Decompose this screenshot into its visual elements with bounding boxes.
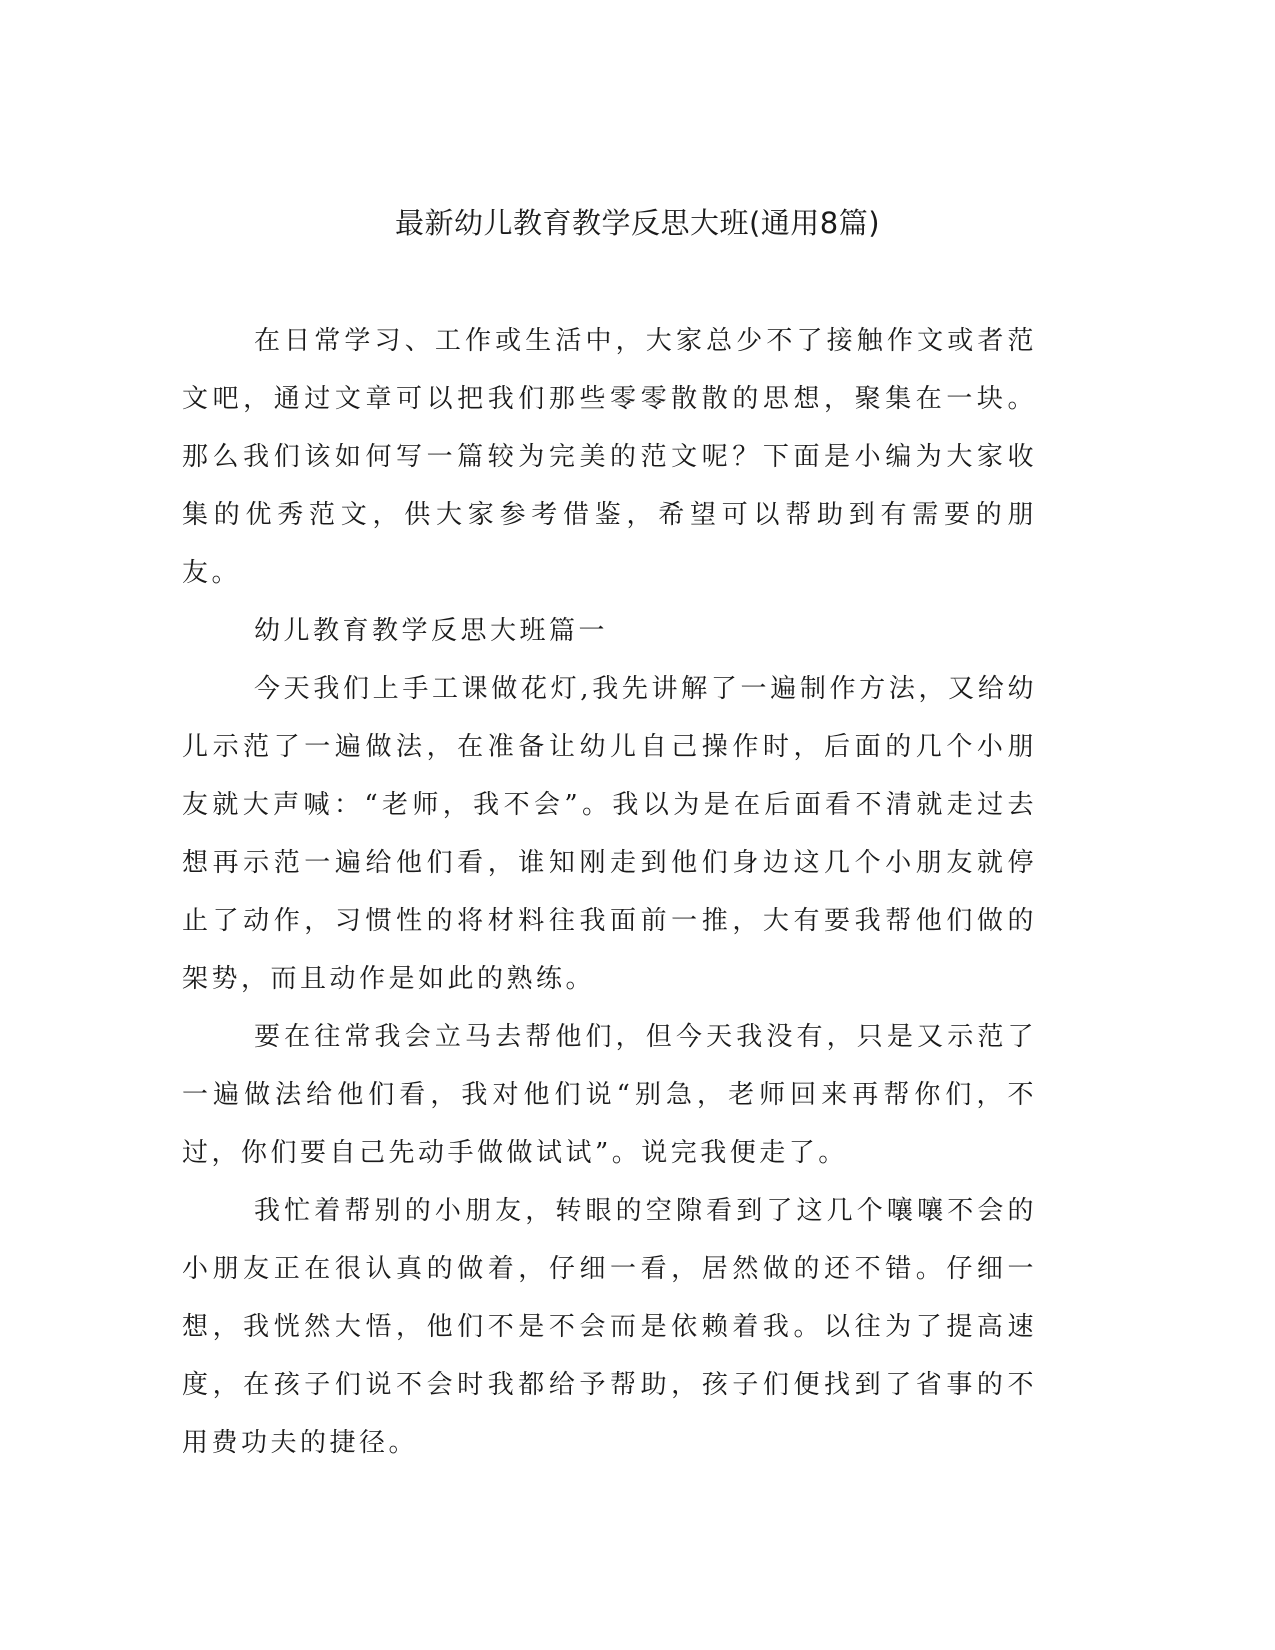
body-paragraph: 今天我们上手工课做花灯,我先讲解了一遍制作方法，又给幼儿示范了一遍做法，在准备让幼儿自己操作时，后面的几个小朋友就大声喊：“老师，我不会”。我以为是在后面看不清就走过去想再示范一遍给他们看，谁知刚走到他们身边这几个小朋友就停止了动作，习惯性的将材料往我面前一推，大有要我帮他们做的架势，而且动作是如此的熟练。	[182, 674, 1037, 994]
document-title: 最新幼儿教育教学反思大班(通用8篇)	[394, 206, 881, 240]
body-paragraph: 要在往常我会立马去帮他们，但今天我没有，只是又示范了一遍做法给他们看，我对他们说“别急，老师回来再帮你们，不过，你们要自己先动手做做试试”。说完我便走了。	[182, 1022, 1037, 1168]
section-heading: 幼儿教育教学反思大班篇一	[254, 616, 609, 646]
body-paragraph: 我忙着帮别的小朋友，转眼的空隙看到了这几个嚷嚷不会的小朋友正在很认真的做着，仔细一看，居然做的还不错。仔细一想，我恍然大悟，他们不是不会而是依赖着我。以往为了提高速度，在孩子们说不会时我都给予帮助，孩子们便找到了省事的不用费功夫的捷径。	[182, 1196, 1037, 1458]
intro-paragraph: 在日常学习、工作或生活中，大家总少不了接触作文或者范文吧，通过文章可以把我们那些零零散散的思想，聚集在一块。那么我们该如何写一篇较为完美的范文呢？下面是小编为大家收集的优秀范文，供大家参考借鉴，希望可以帮助到有需要的朋友。	[182, 326, 1037, 588]
document-body	[182, 312, 1037, 1472]
